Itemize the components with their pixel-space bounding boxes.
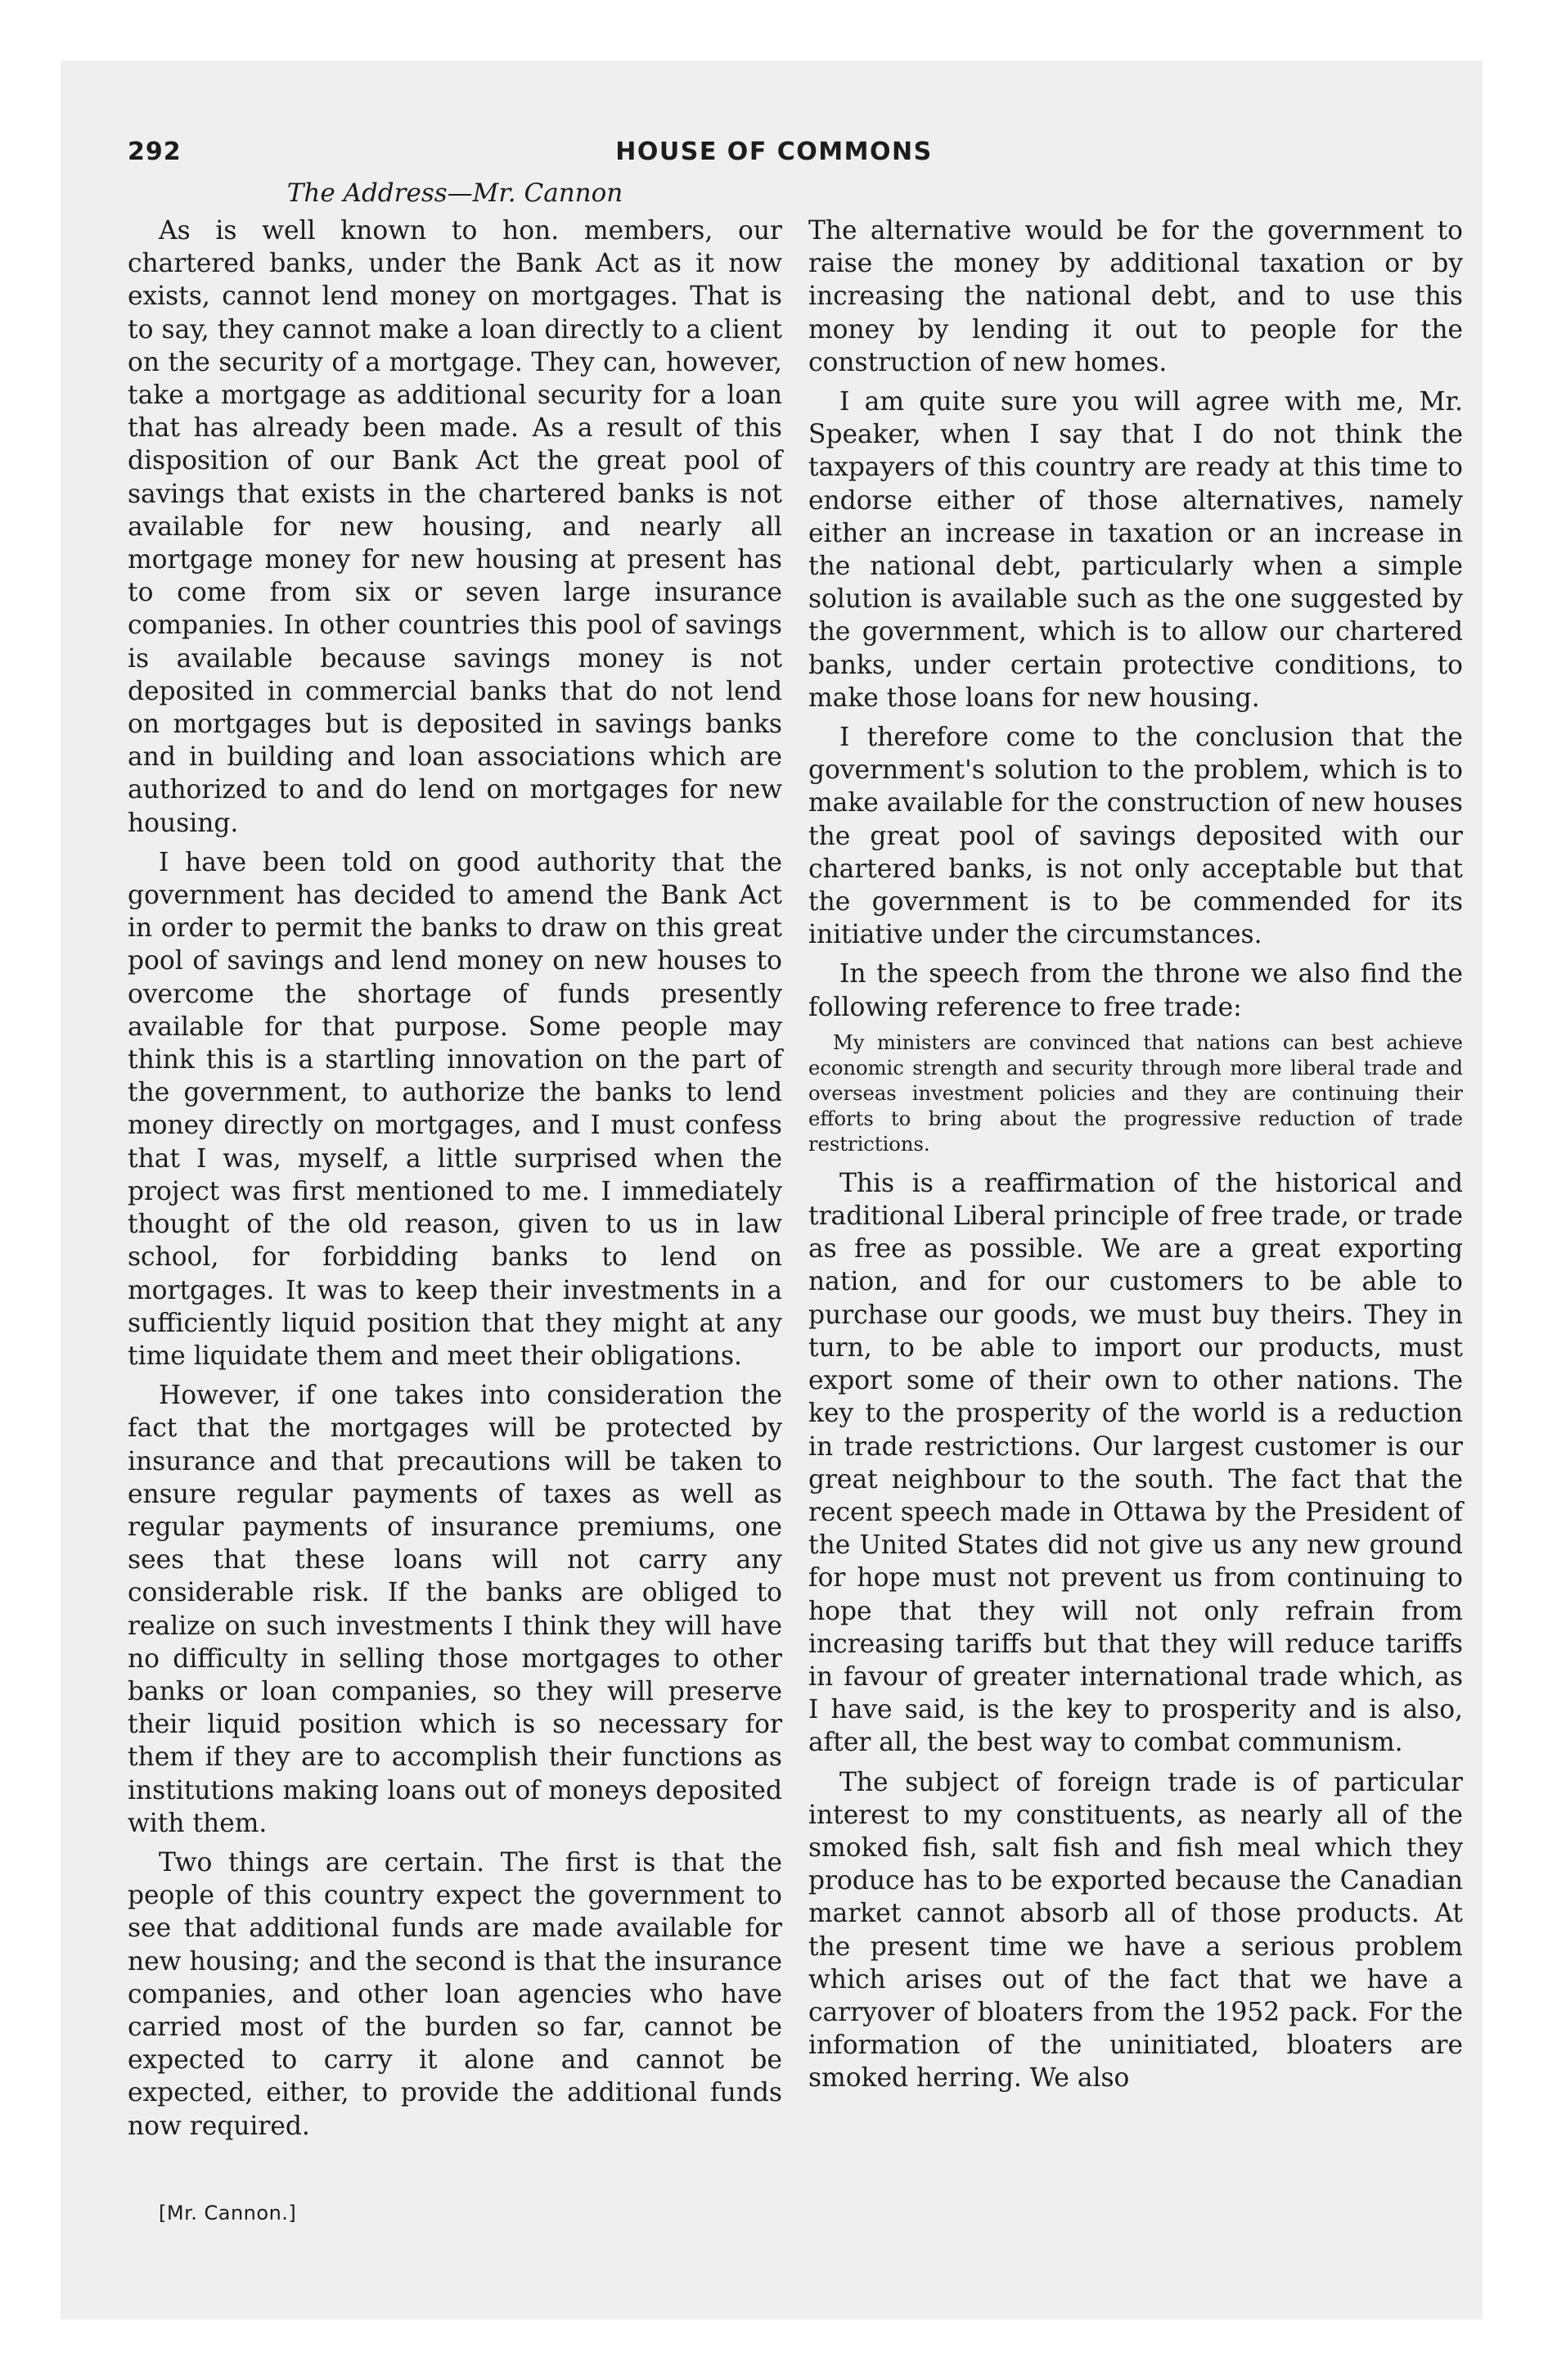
paragraph: I am quite sure you will agree with me, Mr. Speaker, when I say that I do not think the taxpayers of this country are ready at this time to endorse either of those alternatives, namely either an increase in taxation or an increase in the national debt, particularly when a simple solution is available such as the one suggested by the government, which is to allow our chartered banks, under certain protective conditions, to make those loans for new housing. — [808, 387, 1463, 713]
paragraph: This is a reaffirmation of the historical and traditional Liberal principle of free trade, or trade as free as possible. We are a great exporting nation, and for our customers to be able to purchase our goods, we must buy theirs. They in turn, to be able to import our products, must export some of their own to other nations. The key to the prosperity of the world is a reduction in trade restrictions. Our largest customer is our great neighbour to the south. The fact that the recent speech made in Ottawa by the President of the United States did not give us any new ground for hope must not prevent us from continuing to hope that they will not only refrain from increasing tariffs but that they will reduce tariffs in favour of greater international trade which, as I have said, is the key to prosperity and is also, after all, the best way to combat communism. — [808, 1168, 1463, 1758]
page-number: 292 — [128, 137, 182, 166]
paragraph: I therefore come to the conclusion that the government's solution to the problem, which is to make available for the construction of new houses the great pool of savings deposited with our chartered banks, is not only acceptable but that the government is to be commended for its initiative under the circumstances. — [808, 723, 1463, 950]
block-quote: My ministers are convinced that nations can best achieve economic strength and security through more liberal trade and overseas investment policies and they are continuing their efforts to bring about the progressive reduction of trade restrictions. — [808, 1030, 1463, 1156]
section-subtitle: The Address—Mr. Cannon — [286, 178, 623, 208]
paragraph: I have been told on good authority that the government has decided to amend the Bank Act in order to permit the banks to draw on this great pool of savings and lend money on new houses to overcome the shortage of funds presently available for that purpose. Some people may think this is a startling innovation on the part of the government, to authorize the banks to lend money directly on mortgages, and I must confess that I was, myself, a little surprised when the project was first mentioned to me. I immediately thought of the old reason, given to us in law school, for forbidding banks to lend on mortgages. It was to keep their investments in a sufficiently liquid position that they might at any time liquidate them and meet their obligations. — [128, 847, 782, 1371]
paragraph: However, if one takes into consideration the fact that the mortgages will be protected by insurance and that precautions will be taken to ensure regular payments of taxes as well as regular payments of insurance premiums, one sees that these loans will not carry any considerable risk. If the banks are obliged to realize on such investments I think they will have no difficulty in selling those mortgages to other banks or loan companies, so they will preserve their liquid position which is so necessary for them if they are to accomplish their functions as institutions making loans out of moneys deposited with them. — [128, 1381, 782, 1838]
paragraph: In the speech from the throne we also find the following reference to free trade: — [808, 959, 1463, 1022]
paragraph: As is well known to hon. members, our chartered banks, under the Bank Act as it now exists, cannot lend money on mortgages. That is to say, they cannot make a loan directly to a client on the security of a mortgage. They can, however, take a mortgage as additional security for a loan that has already been made. As a result of this disposition of our Bank Act the great pool of savings that exists in the chartered banks is not available for new housing, and nearly all mortgage money for new housing at present has to come from six or seven large insurance companies. In other countries this pool of savings is available because savings money is not deposited in commercial banks that do not lend on mortgages but is deposited in savings banks and in building and loan associations which are authorized to and do lend on mortgages for new housing. — [128, 216, 782, 838]
paragraph-continuation: The alternative would be for the government to raise the money by additional taxation or by increasing the national debt, and to use this money by lending it out to people for the construction of new homes. — [808, 216, 1463, 377]
paragraph: Two things are certain. The first is that the people of this country expect the government to see that additional funds are made available for new housing; and the second is that the insurance companies, and other loan agencies who have carried most of the burden so far, cannot be expected to carry it alone and cannot be expected, either, to provide the additional funds now required. — [128, 1847, 782, 2141]
paragraph: The subject of foreign trade is of particular interest to my constituents, as nearly all of the smoked fish, salt fish and fish meal which they produce has to be exported because the Canadian market cannot absorb all of those products. At the present time we have a serious problem which arises out of the fact that we have a carryover of bloaters from the 1952 pack. For the information of the uninitiated, bloaters are smoked herring. We also — [808, 1767, 1463, 2094]
speaker-footnote: [Mr. Cannon.] — [159, 2202, 297, 2224]
left-column — [128, 214, 782, 2149]
right-column — [808, 214, 1463, 2102]
running-head: HOUSE OF COMMONS — [615, 137, 933, 166]
